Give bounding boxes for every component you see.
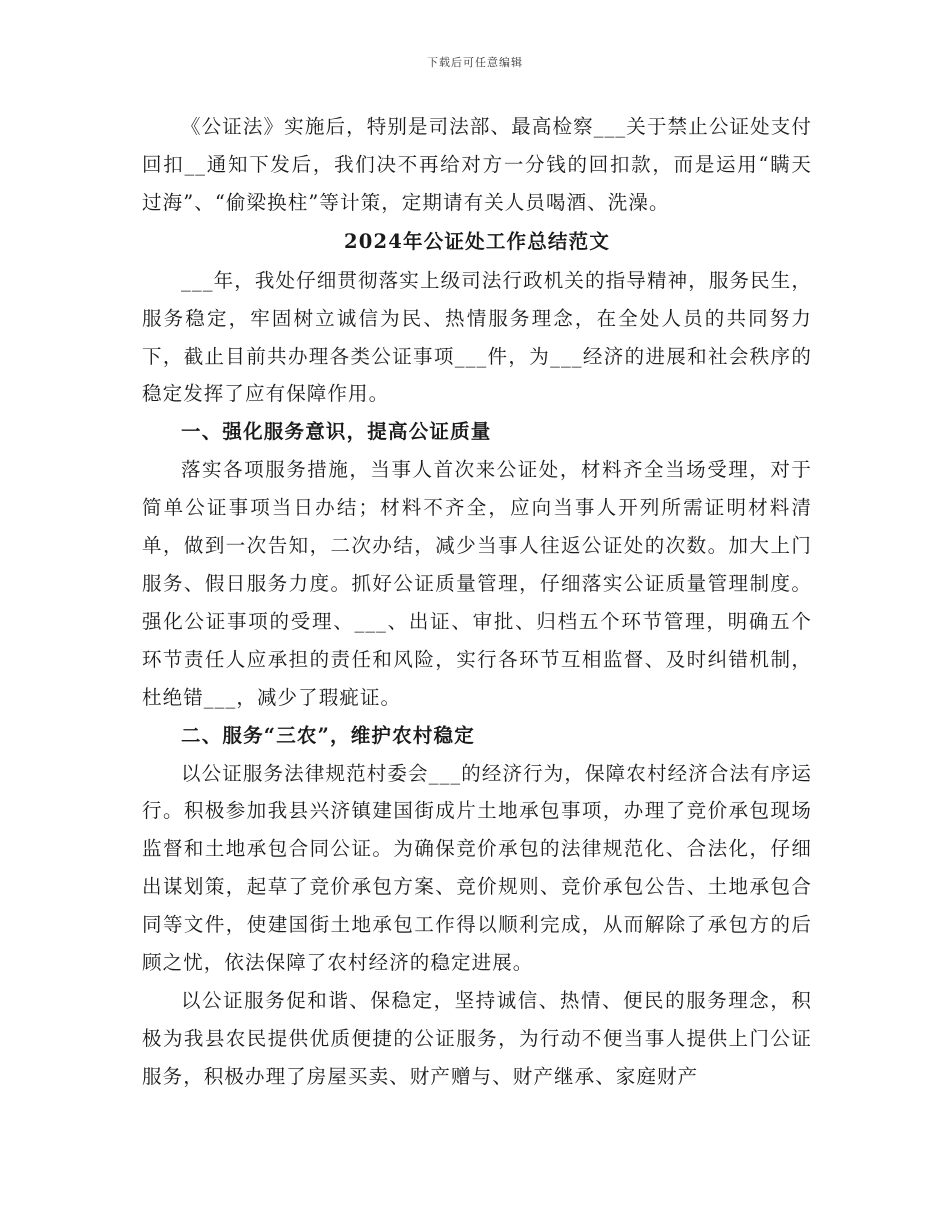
document-body — [142, 108, 812, 1096]
section-2-paragraph-1: 以公证服务法律规范村委会___的经济行为，保障农村经济合法有序运行。积极参加我县兴济镇建国街成片土地承包事项，办理了竞价承包现场监督和土地承包合同公证。为确保竞价承包的法律规范化、合法化，仔细出谋划策，起草了竞价承包方案、竞价规则、竞价承包公告、土地承包合同等文件，使建国街土地承包工作得以顺利完成，从而解除了承包方的后顾之忧，依法保障了农村经济的稳定进展。 — [142, 761, 812, 975]
page-header: 下载后可任意编辑 — [427, 56, 523, 69]
section-heading-2: 二、服务“三农”，维护农村稳定 — [181, 723, 475, 747]
summary-paragraph: ___年，我处仔细贯彻落实上级司法行政机关的指导精神，服务民生，服务稳定，牢固树立诚信为民、热情服务理念，在全处人员的共同努力下，截止目前共办理各类公证事项___件，为___经济的进展和社会秩序的稳定发挥了应有保障作用。 — [142, 268, 812, 406]
intro-paragraph: 《公证法》实施后，特别是司法部、最高检察___关于禁止公证处支付回扣__通知下发后，我们决不再给对方一分钱的回扣款，而是运用“瞒天过海”、“偷梁换柱”等计策，定期请有关人员喝酒、洗澡。 — [142, 115, 812, 214]
document-title: 2024年公证处工作总结范文 — [343, 229, 611, 253]
section-1-paragraph: 落实各项服务措施，当事人首次来公证处，材料齐全当场受理，对于简单公证事项当日办结；材料不齐全，应向当事人开列所需证明材料清单，做到一次告知，二次办结，减少当事人往返公证处的次数。加大上门服务、假日服务力度。抓好公证质量管理，仔细落实公证质量管理制度。强化公证事项的受理、___、出证、审批、归档五个环节管理，明确五个环节责任人应承担的责任和风险，实行各环节互相监督、及时纠错机制，杜绝错___，减少了瑕疵证。 — [142, 458, 812, 709]
section-heading-1: 一、强化服务意识，提高公证质量 — [181, 420, 492, 444]
section-2-paragraph-2: 以公证服务促和谐、保稳定，坚持诚信、热情、便民的服务理念，积极为我县农民提供优质便捷的公证服务，为行动不便当事人提供上门公证服务，积极办理了房屋买卖、财产赠与、财产继承、家庭财产 — [142, 988, 812, 1088]
